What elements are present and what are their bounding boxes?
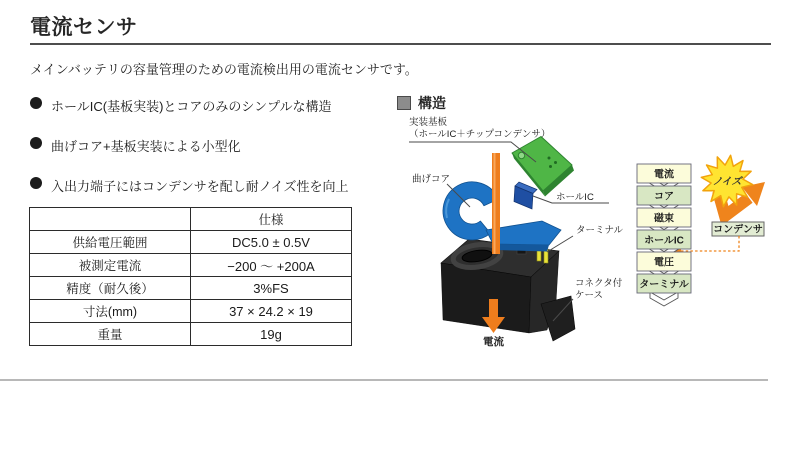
label-terminal: ターミナル — [576, 225, 624, 236]
spec-value: 37 × 24.2 × 19 — [191, 300, 352, 323]
spec-label: 供給電圧範囲 — [30, 231, 191, 254]
flow-step-label: ターミナル — [639, 279, 689, 291]
current-busbar-shape — [492, 153, 500, 254]
table-row — [30, 208, 352, 231]
label-current: 電流 — [483, 336, 504, 348]
page-subtitle: メインバッテリの容量管理のための電流検出用の電流センサです。 — [30, 62, 418, 77]
footer-divider — [0, 379, 768, 381]
feature-bullet-list — [30, 96, 348, 195]
list-item — [30, 96, 348, 115]
spec-label: 重量 — [30, 323, 191, 346]
bullet-icon — [30, 97, 42, 109]
list-item — [30, 176, 348, 195]
table-row — [30, 300, 352, 323]
spec-label: 精度（耐久後） — [30, 277, 191, 300]
noise-label: ノイズ — [712, 176, 742, 188]
flow-step-label: ホールIC — [644, 235, 684, 247]
spec-value: 3%FS — [191, 277, 352, 300]
bullet-text: ホールIC(基板実装)とコアのみのシンプルな構造 — [51, 99, 332, 114]
label-mounted-board: 実装基板 — [409, 117, 448, 128]
spec-value: 19g — [191, 323, 352, 346]
spec-value: DC5.0 ± 0.5V — [191, 231, 352, 254]
table-row — [30, 231, 352, 254]
title-divider — [30, 43, 771, 45]
sensor-exploded-illustration — [395, 110, 625, 355]
list-item — [30, 136, 348, 155]
signal-flow-diagram — [628, 148, 800, 313]
flow-step-label: 電圧 — [654, 257, 674, 269]
spec-table-header: 仕様 — [191, 208, 352, 231]
label-bent-core: 曲げコア — [412, 174, 451, 185]
label-case-line1: コネクタ付 — [575, 278, 623, 289]
connector-case-shape — [441, 237, 575, 341]
condenser-label: コンデンサ — [713, 224, 763, 236]
spec-label: 寸法(mm) — [30, 300, 191, 323]
label-mounted-board-detail: （ホールIC＋チップコンデンサ） — [409, 129, 551, 140]
page-title: 電流センサ — [30, 16, 138, 39]
section-square-icon — [397, 96, 411, 110]
flow-step-boxes — [637, 164, 691, 293]
table-row — [30, 277, 352, 300]
label-case-line2: ケース — [575, 290, 604, 301]
chevron-down-icon — [650, 292, 678, 306]
bullet-text: 曲げコア+基板実装による小型化 — [51, 139, 241, 154]
spec-table — [29, 207, 352, 346]
bullet-icon — [30, 137, 42, 149]
flow-step-label: 磁束 — [654, 213, 674, 225]
flow-step-label: 電流 — [654, 169, 674, 181]
flow-step-label: コア — [654, 191, 674, 203]
bullet-text: 入出力端子にはコンデンサを配し耐ノイズ性を向上 — [51, 179, 349, 194]
structure-heading-label: 構造 — [418, 95, 446, 111]
bullet-icon — [30, 177, 42, 189]
table-row — [30, 323, 352, 346]
spec-label: 被測定電流 — [30, 254, 191, 277]
spec-value: −200 ～ +200A — [191, 254, 352, 277]
label-hall-ic: ホールIC — [556, 192, 594, 203]
table-row — [30, 254, 352, 277]
spec-table-corner-cell — [30, 208, 191, 231]
